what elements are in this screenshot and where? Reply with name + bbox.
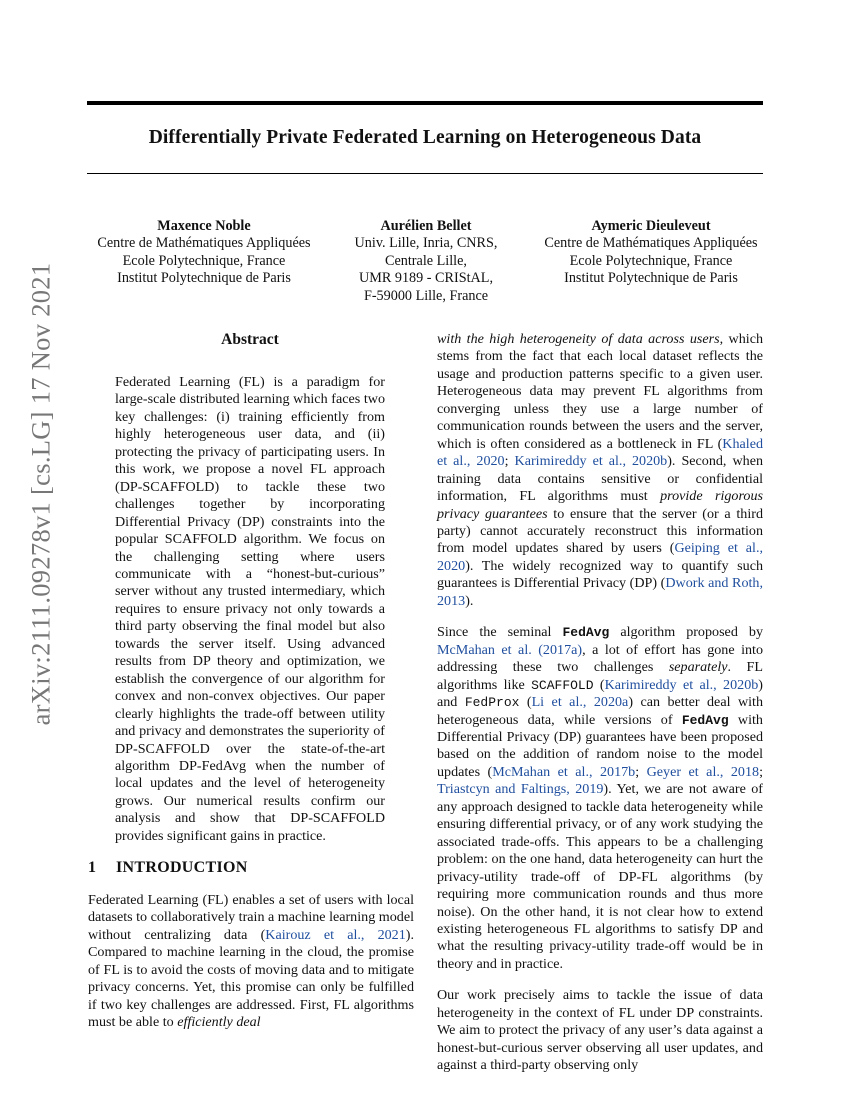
author-affiliation-line: UMR 9189 - CRIStAL, — [358, 270, 493, 287]
emphasis-text: provide rigorous privacy guarantees — [437, 488, 763, 522]
text-run: ; — [635, 763, 647, 780]
intro-paragraph — [88, 892, 414, 1032]
citation-link[interactable]: Geyer et al., 2018 — [646, 763, 760, 780]
author-affiliation-line: F-59000 Lille, France — [363, 287, 489, 304]
arxiv-id: arXiv:2111.09278v1 [cs.LG] 17 Nov 2021 — [25, 262, 56, 726]
algorithm-name: FedProx — [464, 695, 520, 711]
abstract-heading: Abstract — [221, 331, 279, 348]
right-column — [437, 331, 763, 1075]
text-run: ; — [504, 453, 515, 470]
text-run: , which stems from the fact that each local dataset reflects the usage and production patterns specific to a given user. Heterogeneous data may prevent FL algorithms from converging unless they use a large number of communication rounds between the users and the server, which is often considered as a bottleneck in FL ( — [437, 331, 763, 452]
author-name: Aurélien Bellet — [380, 218, 472, 234]
citation-link[interactable]: Geiping et al., 2020 — [437, 540, 763, 574]
title-rule-top — [87, 101, 763, 105]
author-block — [520, 218, 782, 288]
author-name: Aymeric Dieuleveut — [591, 218, 711, 234]
text-run: to ensure that the server (or a third party) cannot accurately reconstruct this information from model updates shared by users ( — [437, 505, 763, 557]
author-block — [326, 218, 526, 305]
author-block — [72, 218, 336, 288]
citation-link[interactable]: Kairouz et al., 2021 — [265, 926, 406, 943]
text-run: ). Compared to machine learning in the cloud, the promise of FL is to avoid the costs of moving data and to mitigate privacy concerns. Yet, this promise can only be fulfilled if two key challenges are addressed. First, FL algorithms must be able to — [88, 926, 414, 1031]
citation-link[interactable]: Li et al., 2020a — [531, 694, 629, 711]
text-run: ; — [759, 763, 763, 780]
author-affiliation-line: Centrale Lille, — [385, 252, 467, 269]
citation-link[interactable]: Karimireddy et al., 2020b — [514, 453, 668, 470]
title-rule-bottom — [87, 173, 763, 174]
text-run: ). — [465, 592, 474, 609]
author-affiliation-line: Institut Polytechnique de Paris — [564, 270, 738, 287]
citation-link[interactable]: Khaled et al., 2020 — [437, 435, 763, 470]
citation-link[interactable]: Triastcyn and Faltings, 2019 — [437, 781, 604, 798]
emphasis-text: separately — [668, 659, 728, 676]
text-run: algorithm proposed by — [609, 624, 763, 641]
text-run: ( — [593, 676, 605, 693]
citation-link[interactable]: Dwork and Roth, 2013 — [437, 575, 763, 609]
author-name: Maxence Noble — [157, 218, 251, 234]
intro-paragraph — [437, 331, 763, 610]
text-run: . FL algorithms like — [437, 659, 763, 693]
text-run: , a lot of effort has gone into addressing these two challenges — [437, 641, 763, 676]
text-run: Federated Learning (FL) enables a set of users with local datasets to collaboratively train a machine learning model without centralizing data ( — [88, 892, 414, 943]
citation-link[interactable]: McMahan et al., 2017b — [492, 763, 636, 780]
algorithm-name: SCAFFOLD — [531, 677, 594, 693]
algorithm-name: FedAvg — [562, 625, 610, 641]
text-run: with Differential Privacy (DP) guarantees have been proposed based on the addition of random noise to the model updates ( — [437, 711, 763, 780]
citation-link[interactable]: Karimireddy et al., 2020b — [604, 676, 759, 693]
section-number: 1 — [88, 859, 97, 876]
arxiv-stamp — [19, 262, 63, 726]
emphasis-text: with the high heterogeneity of data across users — [437, 331, 720, 347]
paper-title: Differentially Private Federated Learning on Heterogeneous Data — [148, 127, 702, 148]
text-run: ( — [519, 694, 532, 711]
author-affiliation-line: Univ. Lille, Inria, CNRS, — [354, 235, 498, 252]
text-run: ) and — [437, 676, 763, 711]
text-run: ). The widely recognized way to quantify such guarantees is Differential Privacy (DP) ( — [437, 557, 763, 592]
intro-paragraph-1-start — [88, 892, 414, 1032]
author-affiliation-line: Ecole Polytechnique, France — [122, 252, 286, 269]
text-run: ). Second, when training data contains sensitive or confidential information, FL algorithms must — [437, 453, 763, 505]
text-run: ). Yet, we are not aware of any approach designed to tackle data heterogeneity while ensuring differential privacy, or of any work studying the associated trade-offs. This appears to be a challenging problem: on the one hand, data heterogeneity can hurt the privacy-utility trade-off of DP-FL algorithms (by requiring more communication rounds and thus more noise). On the other hand, it is not clear how to extend existing heterogeneous FL algorithms to satisfy DP and what the resulting privacy-utility trade-off would be in theory and in practice. — [437, 781, 764, 972]
text-run: Since the seminal — [437, 624, 563, 641]
author-affiliation-line: Institut Polytechnique de Paris — [117, 270, 291, 287]
author-affiliation-line: Centre de Mathématiques Appliquées — [97, 235, 311, 252]
algorithm-name: FedAvg — [681, 712, 729, 728]
abstract-text: Federated Learning (FL) is a paradigm for large-scale distributed learning which faces two key challenges: (i) training efficiently from highly heterogeneous user data, and (ii) protecting the privacy of participating users. In this work, we propose a novel FL approach (DP-SCAFFOLD) to tackle these two challenges together by incorporating Differential Privacy (DP) constraints into the popular SCAFFOLD algorithm. We focus on the challenging setting where users communicate with a “honest-but-curious” server without any trusted intermediary, which requires to ensure privacy not only towards a third party observing the final model but also towards the server itself. Using advanced results from DP theory and optimization, we establish the convergence of our algorithm for convex and non-convex objectives. Our paper clearly highlights the trade-off between utility and privacy and demonstrates the superiority of DP-SCAFFOLD over the state-of-the-art algorithm DP-FedAvg when the number of local updates and the level of heterogeneity grows. Our numerical results confirm our analysis and show that DP-SCAFFOLD provides significant gains in practice. — [115, 374, 385, 844]
section-heading — [88, 859, 248, 877]
section-title: INTRODUCTION — [116, 859, 248, 876]
text-run: ) can better deal with heterogeneous data, while versions of — [437, 694, 763, 728]
intro-paragraph: Our work precisely aims to tackle the issue of data heterogeneity in the context of FL under DP constraints. We aim to protect the privacy of any user’s data against a honest-but-curious server observing all user updates, and against a third-party observing only — [437, 987, 763, 1074]
emphasis-text: efficiently deal — [177, 1014, 261, 1031]
author-affiliation-line: Ecole Polytechnique, France — [569, 252, 733, 269]
intro-paragraph — [437, 624, 763, 973]
citation-link[interactable]: McMahan et al. (2017a) — [437, 641, 583, 658]
author-affiliation-line: Centre de Mathématiques Appliquées — [544, 235, 758, 252]
